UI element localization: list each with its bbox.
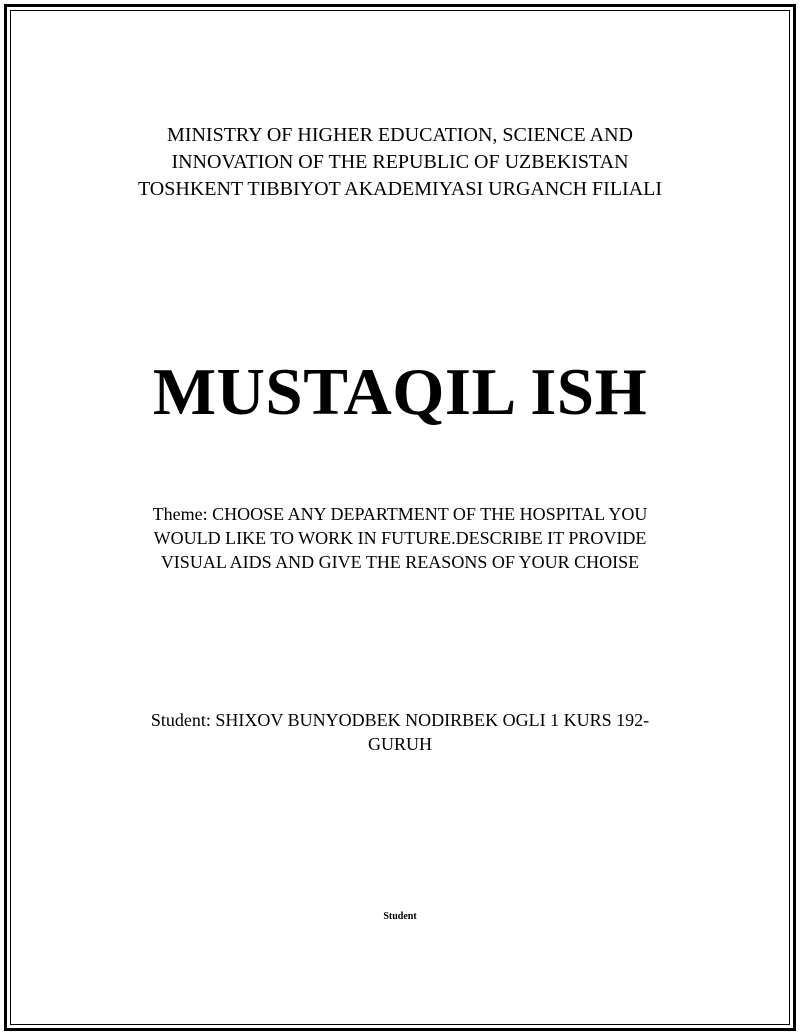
footer-student-label: Student (383, 911, 417, 922)
institution-header (0, 122, 800, 203)
institution-header-line-2: INNOVATION OF THE REPUBLIC OF UZBEKISTAN (171, 151, 629, 173)
theme-text: Theme: CHOOSE ANY DEPARTMENT OF THE HOSPITAL YOU WOULD LIKE TO WORK IN FUTURE.DESCRIBE IT PROVIDE VISUAL AIDS AND GIVE THE REASONS OF YOUR CHOISE (152, 504, 648, 572)
institution-header-line-1: MINISTRY OF HIGHER EDUCATION, SCIENCE AND (167, 124, 633, 146)
student-info: Student: SHIXOV BUNYODBEK NODIRBEK OGLI 1 KURS 192-GURUH (150, 710, 650, 754)
document-title: MUSTAQIL ISH (152, 355, 648, 429)
institution-header-line-3: TOSHKENT TIBBIYOT AKADEMIYASI URGANCH FILIALI (137, 178, 663, 200)
